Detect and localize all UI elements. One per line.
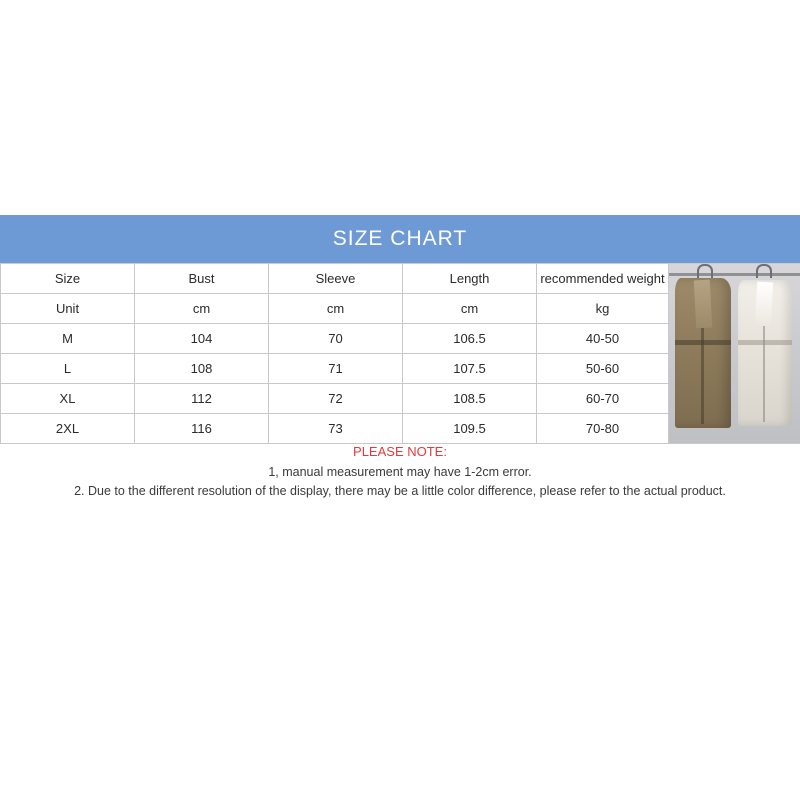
trench-coat-white xyxy=(738,280,792,426)
cell-size: M xyxy=(1,324,135,354)
coat-belt-left xyxy=(675,340,731,345)
column-header-size: Size xyxy=(1,264,135,294)
notes-block xyxy=(0,443,800,501)
product-image xyxy=(669,264,800,444)
cell-length: 108.5 xyxy=(403,384,537,414)
note-line-2: 2. Due to the different resolution of the display, there may be a little color difference, please refer to the actual product. xyxy=(74,484,726,498)
cell-weight: kg xyxy=(537,294,669,324)
size-chart-block xyxy=(0,215,800,444)
hanger-hook-right-icon xyxy=(756,264,772,278)
cell-sleeve: 70 xyxy=(269,324,403,354)
column-header-recommended-weight: recommended weight xyxy=(537,264,669,294)
cell-sleeve: 73 xyxy=(269,414,403,444)
column-header-sleeve: Sleeve xyxy=(269,264,403,294)
cell-weight: 60-70 xyxy=(537,384,669,414)
cell-length: 109.5 xyxy=(403,414,537,444)
cell-size: L xyxy=(1,354,135,384)
cell-bust: 112 xyxy=(135,384,269,414)
cell-size: 2XL xyxy=(1,414,135,444)
size-chart-title-bar xyxy=(0,215,800,263)
cell-bust: cm xyxy=(135,294,269,324)
hanger-rail xyxy=(669,273,800,276)
cell-sleeve: cm xyxy=(269,294,403,324)
product-photo xyxy=(669,264,800,443)
coat-belt-right xyxy=(738,340,792,345)
cell-weight: 50-60 xyxy=(537,354,669,384)
cell-length: cm xyxy=(403,294,537,324)
cell-sleeve: 71 xyxy=(269,354,403,384)
hanger-hook-left-icon xyxy=(697,264,713,278)
cell-length: 106.5 xyxy=(403,324,537,354)
cell-size: XL xyxy=(1,384,135,414)
cell-length: 107.5 xyxy=(403,354,537,384)
page-title: SIZE CHART xyxy=(332,227,468,250)
cell-bust: 116 xyxy=(135,414,269,444)
column-header-bust: Bust xyxy=(135,264,269,294)
trench-coat-khaki xyxy=(675,278,731,428)
cell-bust: 108 xyxy=(135,354,269,384)
cell-weight: 40-50 xyxy=(537,324,669,354)
cell-bust: 104 xyxy=(135,324,269,354)
note-line-1: 1, manual measurement may have 1-2cm error. xyxy=(268,465,532,479)
cell-sleeve: 72 xyxy=(269,384,403,414)
cell-weight: 70-80 xyxy=(537,414,669,444)
size-chart-table xyxy=(0,263,800,444)
column-header-length: Length xyxy=(403,264,537,294)
table-header-row xyxy=(1,264,800,294)
notes-title: PLEASE NOTE: xyxy=(353,444,447,459)
cell-size: Unit xyxy=(1,294,135,324)
